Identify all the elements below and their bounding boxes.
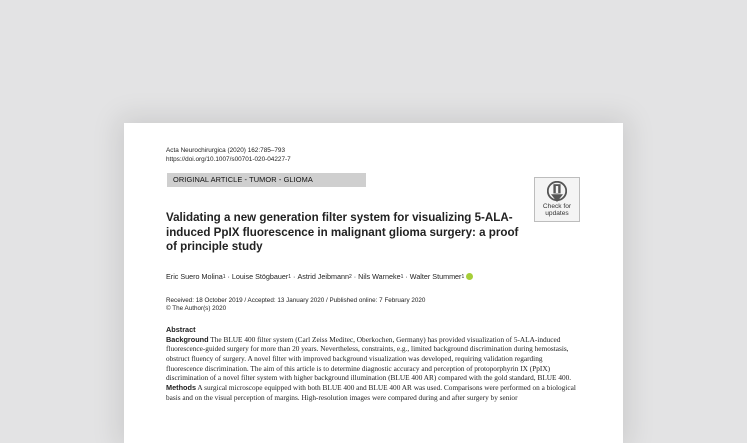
author-separator: · [351,272,359,281]
author-name[interactable]: Walter Stummer [409,272,462,281]
crossmark-label: Check for updates [542,203,572,218]
crossmark-icon [547,181,567,202]
author-name[interactable]: Astrid Jeibmann [297,272,349,281]
check-for-updates-badge[interactable] [534,177,580,222]
background-label: Background [166,334,209,344]
abstract-methods [166,383,580,402]
received-dates: Received: 18 October 2019 / Accepted: 13 January 2020 / Published online: 7 February 2020 [166,297,426,304]
journal-doi[interactable]: https://doi.org/10.1007/s00701-020-04227-7 [166,155,291,163]
orcid-icon[interactable] [466,273,473,280]
affiliation-number: 1 [288,273,292,280]
author-separator: · [291,272,298,281]
author-list [166,272,473,281]
abstract-background [166,335,580,383]
affiliation-number: 1 [222,273,226,280]
author-name[interactable]: Eric Suero Molina [166,272,223,281]
affiliation-number: 1 [461,273,465,280]
background-text: The BLUE 400 filter system (Carl Zeiss Meditec, Oberkochen, Germany) has provided visualization of 5-ALA-induced fluorescence-guided surgery for more than 20 years. Nevertheless, constraints, e.g., limited background discrimination during hemostasis, obstruct fluency of surgery. A novel filter with improved background visualization was developed, requiring validation regarding fluorescence discrimination. The aim of this article is to determine diagnostic accuracy and perception of protoporphyrin IX (PpIX) discrimination of a novel filter system with higher background illumination (BLUE 400 AR) compared with the gold standard, BLUE 400. [166,334,572,383]
abstract-heading: Abstract [166,325,196,334]
copyright-line: © The Author(s) 2020 [166,305,227,313]
author-name[interactable]: Nils Warneke [358,272,401,281]
article-title: Validating a new generation filter system for visualizing 5-ALA-induced PpIX fluorescence in malignant glioma surgery: a proof of principle study [166,211,519,254]
journal-info [166,147,291,164]
journal-citation: Acta Neurochirurgica (2020) 162:785–793 [166,147,286,154]
author-separator: · [403,272,410,281]
abstract [166,325,580,402]
author-separator: · [225,272,232,281]
publication-dates [166,297,425,314]
section-banner: ORIGINAL ARTICLE - TUMOR - GLIOMA [167,173,366,187]
affiliation-number: 2 [348,273,352,280]
methods-text: A surgical microscope equipped with both BLUE 400 and BLUE 400 AR was used. Comparisons were performed on a biological basis and on the visual perception of margins. High-resolution images were compared during and after surgery by senior [166,382,576,402]
methods-label: Methods [166,382,196,392]
author-name[interactable]: Louise Stögbauer [231,272,289,281]
affiliation-number: 1 [400,273,404,280]
